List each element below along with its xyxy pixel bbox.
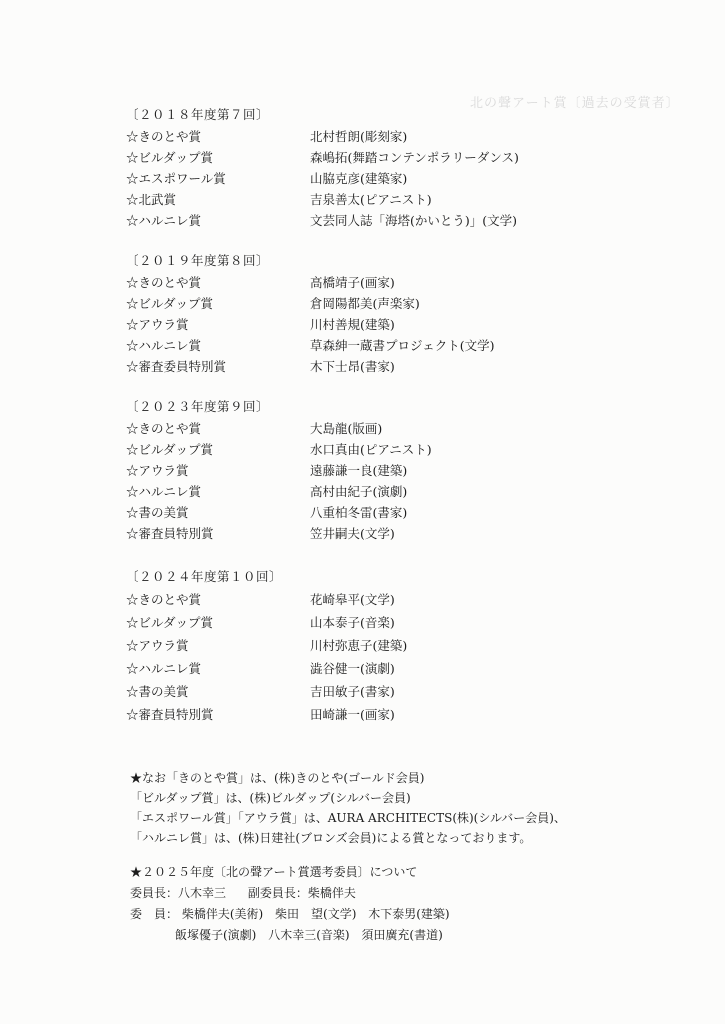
winner-name: 吉田敏子(書家) xyxy=(310,684,395,699)
award-row xyxy=(126,460,686,481)
award-section-2018 xyxy=(126,104,686,231)
award-row xyxy=(126,634,686,657)
award-name: ☆きのとや賞 xyxy=(126,129,202,144)
award-row xyxy=(126,481,686,502)
award-row xyxy=(126,502,686,523)
committee-members-label: 委 員： xyxy=(130,907,179,921)
committee-member: 八木幸三(音楽) xyxy=(268,928,350,942)
award-row xyxy=(126,168,686,189)
award-name: ☆ビルダップ賞 xyxy=(126,296,214,311)
winner-name: 草森紳一蔵書プロジェクト(文学) xyxy=(310,338,495,353)
award-section-2019 xyxy=(126,250,686,377)
award-name: ☆ハルニレ賞 xyxy=(126,338,202,353)
award-name: ☆審査員特別賞 xyxy=(126,526,214,541)
winner-name: 吉泉善太(ピアニスト) xyxy=(310,192,432,207)
award-row xyxy=(126,703,686,726)
award-name: ☆ビルダップ賞 xyxy=(126,150,214,165)
committee-members-row-1 xyxy=(130,904,690,925)
sponsor-note-line: 「ビルダップ賞」は、(株)ビルダップ(シルバー会員) xyxy=(130,791,411,805)
winner-name: 田崎謙一(画家) xyxy=(310,707,395,722)
section-heading: 〔２０１９年度第８回〕 xyxy=(126,253,270,268)
winner-name: 山本泰子(音楽) xyxy=(310,615,395,630)
award-name: ☆ハルニレ賞 xyxy=(126,213,202,228)
award-name: ☆北武賞 xyxy=(126,192,177,207)
award-row xyxy=(126,272,686,293)
winner-name: 倉岡陽都美(声楽家) xyxy=(310,296,420,311)
winner-name: 遠藤謙一良(建築) xyxy=(310,463,408,478)
award-name: ☆ハルニレ賞 xyxy=(126,484,202,499)
award-row xyxy=(126,126,686,147)
award-row xyxy=(126,439,686,460)
award-name: ☆書の美賞 xyxy=(126,505,189,520)
award-row xyxy=(126,147,686,168)
bleed-through-title: 北の聲アート賞〔過去の受賞者〕 xyxy=(470,96,680,111)
sponsor-note-line: ★なお「きのとや賞」は、(株)きのとや(ゴールド会員) xyxy=(130,771,425,785)
winner-name: 高橋靖子(画家) xyxy=(310,275,395,290)
winner-name: 八重柏冬雷(書家) xyxy=(310,505,408,520)
winner-name: 山脇克彦(建築家) xyxy=(310,171,408,186)
winner-name: 森嶋拓(舞踏コンテンポラリーダンス) xyxy=(310,150,519,165)
winner-name: 水口真由(ピアニスト) xyxy=(310,442,432,457)
committee-members-row-2 xyxy=(130,925,690,946)
award-name: ☆アウラ賞 xyxy=(126,317,189,332)
committee-heading: ★２０２５年度〔北の聲アート賞選考委員〕について xyxy=(130,865,418,879)
award-name: ☆ビルダップ賞 xyxy=(126,615,214,630)
award-row xyxy=(126,335,686,356)
award-section-2024 xyxy=(126,566,686,726)
selection-committee xyxy=(130,862,690,946)
winner-name: 笠井嗣夫(文学) xyxy=(310,526,395,541)
award-name: ☆書の美賞 xyxy=(126,684,189,699)
award-row xyxy=(126,657,686,680)
award-name: ☆きのとや賞 xyxy=(126,275,202,290)
award-row xyxy=(126,680,686,703)
section-heading: 〔２０１８年度第７回〕 xyxy=(126,107,270,122)
winner-name: 花崎皋平(文学) xyxy=(310,592,395,607)
sponsor-note-line: 「ハルニレ賞」は、(株)日建社(ブロンズ会員)による賞となっております。 xyxy=(130,831,532,845)
award-row xyxy=(126,611,686,634)
award-name: ☆きのとや賞 xyxy=(126,421,202,436)
award-name: ☆ハルニレ賞 xyxy=(126,661,202,676)
committee-member: 須田廣充(書道) xyxy=(361,928,443,942)
committee-member: 木下泰男(建築) xyxy=(368,907,450,921)
sponsor-notes xyxy=(130,768,690,848)
award-name: ☆きのとや賞 xyxy=(126,592,202,607)
winner-name: 川村善規(建築) xyxy=(310,317,395,332)
committee-member: 柴橋伴夫(美術) xyxy=(181,907,264,921)
winner-name: 北村哲朗(彫刻家) xyxy=(310,129,408,144)
award-name: ☆エスポワール賞 xyxy=(126,171,226,186)
winner-name: 澁谷健一(演劇) xyxy=(310,661,395,676)
award-row xyxy=(126,418,686,439)
award-section-2023 xyxy=(126,396,686,544)
section-heading: 〔２０２４年度第１０回〕 xyxy=(126,569,283,584)
award-name: ☆アウラ賞 xyxy=(126,638,189,653)
winner-name: 木下士昂(書家) xyxy=(310,359,395,374)
winner-name: 大島龍(版画) xyxy=(310,421,383,436)
award-row xyxy=(126,588,686,611)
section-heading: 〔２０２３年度第９回〕 xyxy=(126,399,270,414)
award-name: ☆審査委員特別賞 xyxy=(126,359,227,374)
sponsor-note-line: 「エスポワール賞」「アウラ賞」は、AURA ARCHITECTS(株)(シルバー会員)、 xyxy=(130,811,566,825)
winner-name: 川村弥恵子(建築) xyxy=(310,638,408,653)
committee-member: 飯塚優子(演劇) xyxy=(175,928,257,942)
winner-name: 高村由紀子(演劇) xyxy=(310,484,408,499)
award-row xyxy=(126,293,686,314)
award-row xyxy=(126,210,686,231)
winner-name: 文芸同人誌「海塔(かいとう)」(文学) xyxy=(310,213,518,228)
award-name: ☆審査員特別賞 xyxy=(126,707,214,722)
award-row xyxy=(126,189,686,210)
committee-vice-chair: 副委員長：柴橋伴夫 xyxy=(247,886,356,900)
award-name: ☆ビルダップ賞 xyxy=(126,442,214,457)
award-row xyxy=(126,356,686,377)
committee-leaders xyxy=(130,883,690,904)
committee-member: 柴田 望(文学) xyxy=(275,907,357,921)
award-name: ☆アウラ賞 xyxy=(126,463,189,478)
committee-chair: 委員長：八木幸三 xyxy=(130,886,227,900)
award-row xyxy=(126,314,686,335)
award-row xyxy=(126,523,686,544)
